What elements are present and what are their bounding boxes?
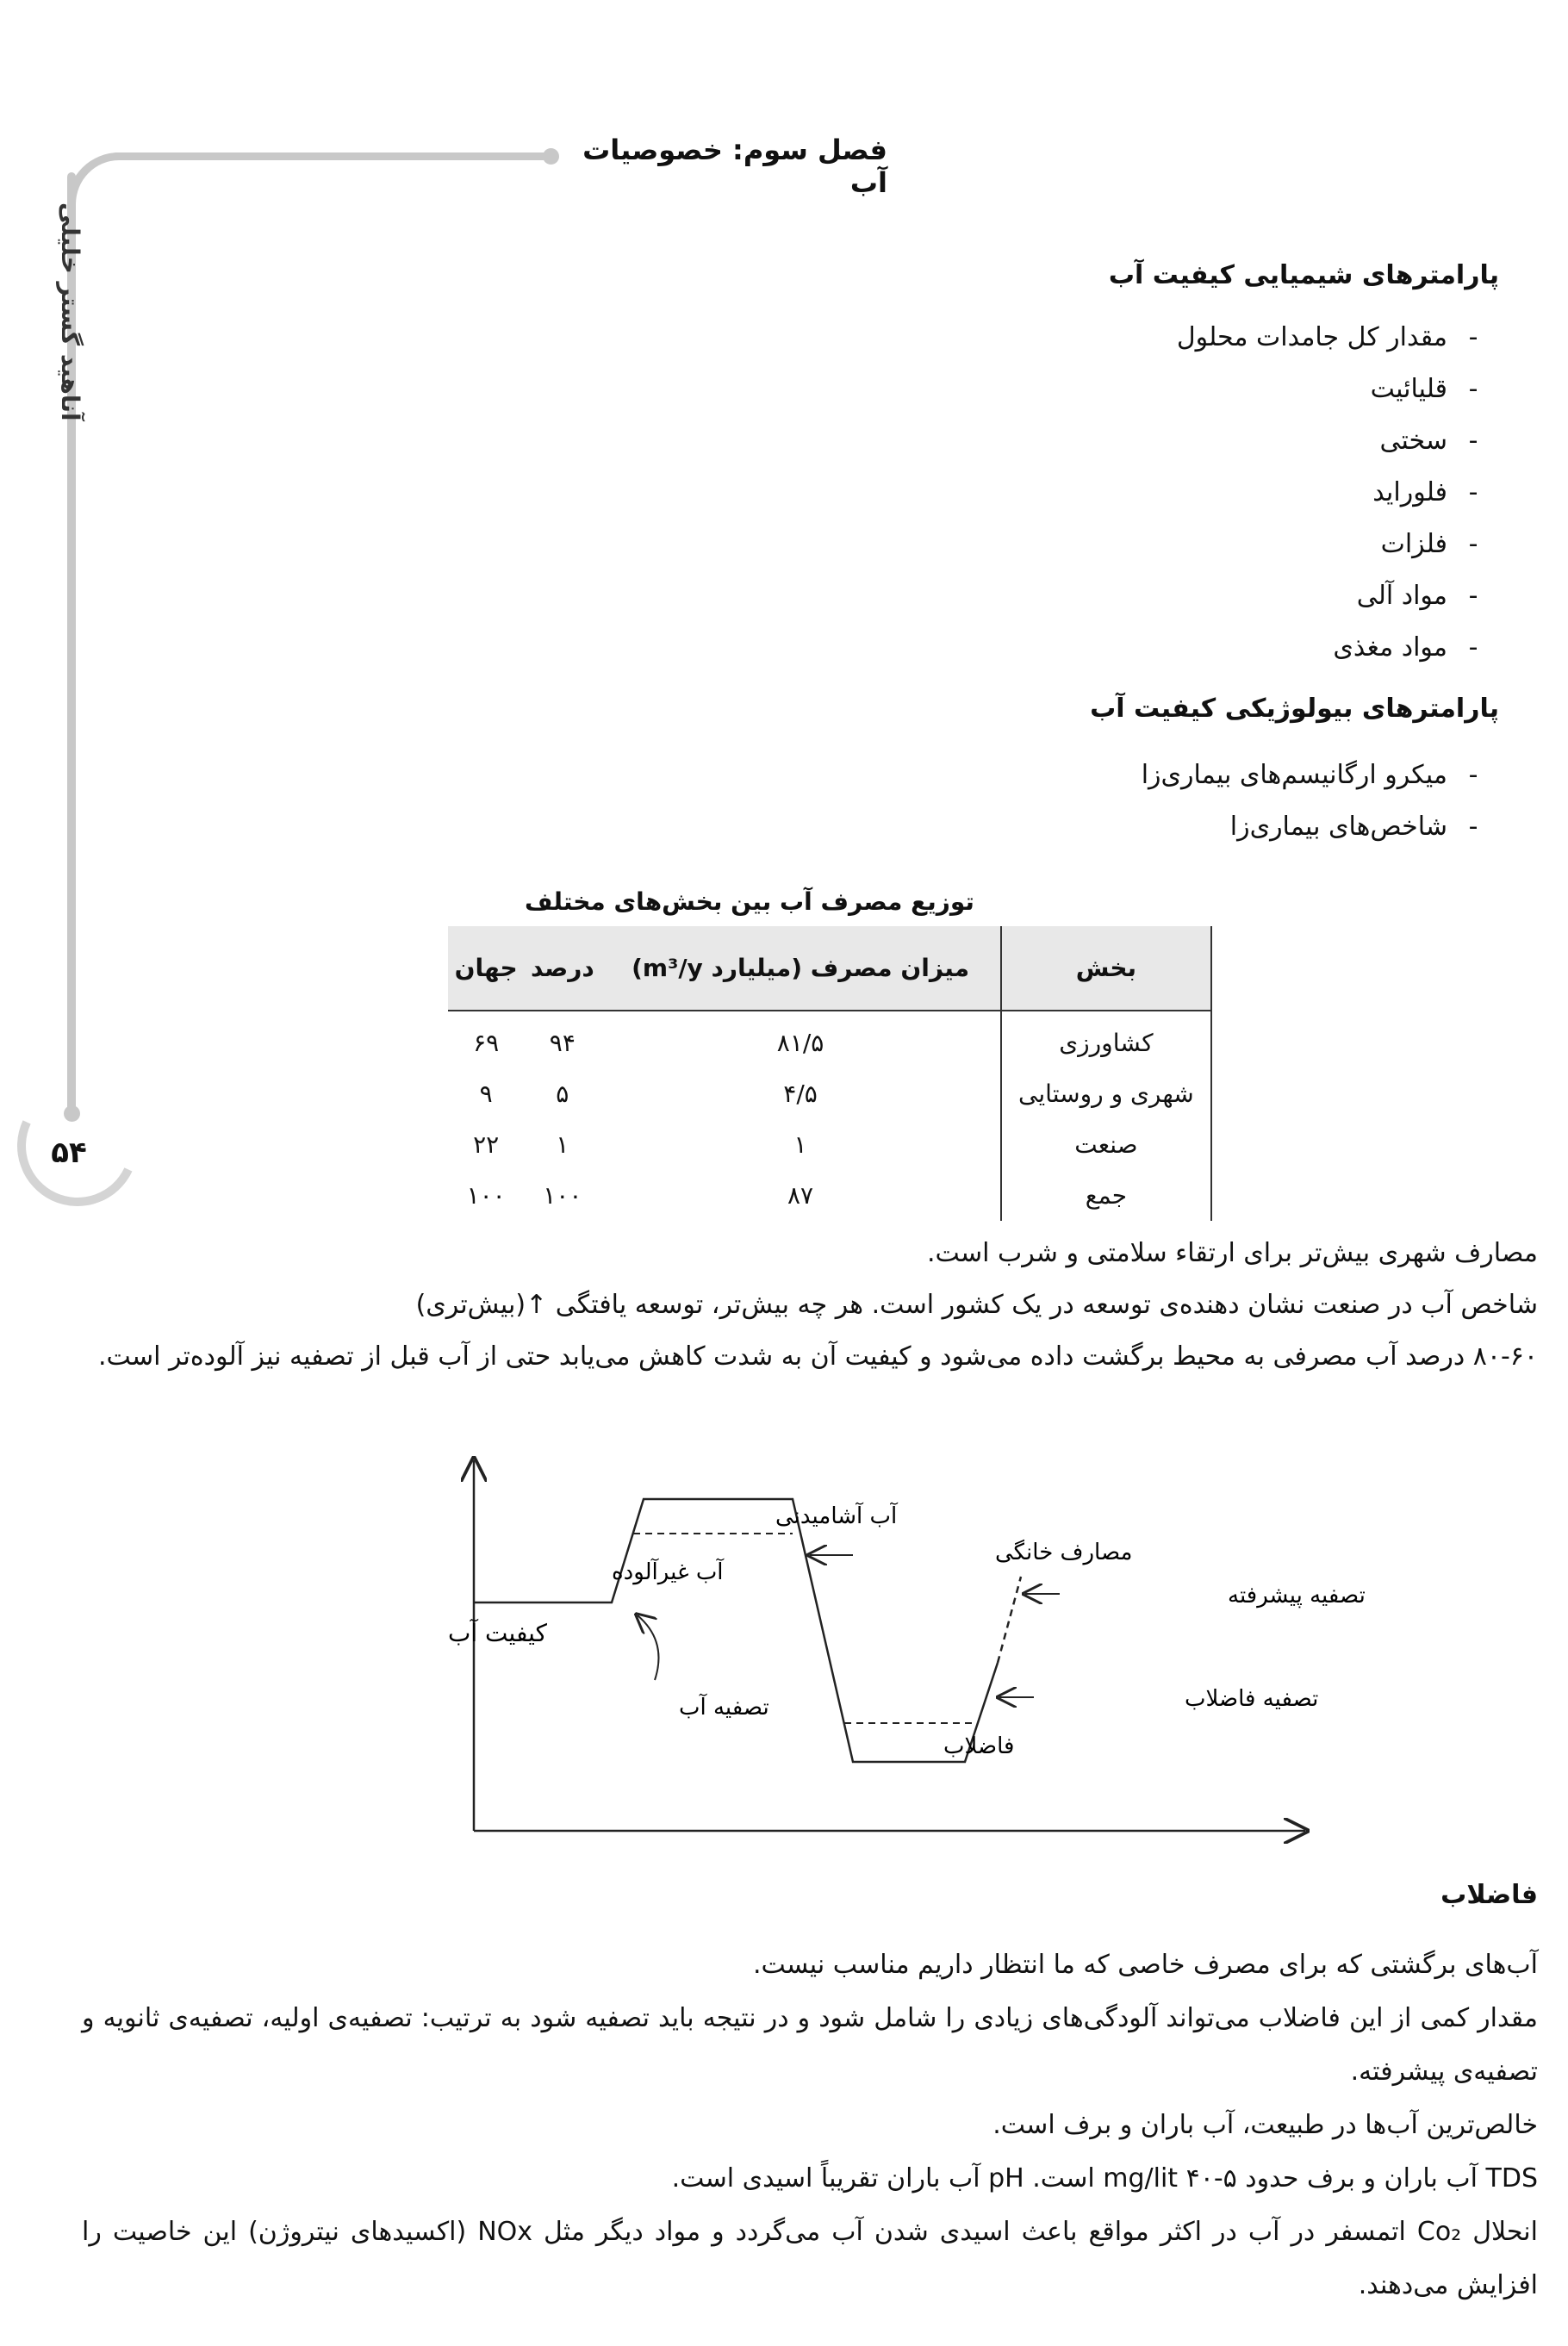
chemical-list [896, 312, 1499, 674]
section-title-wastewater: فاضلاب [1440, 1880, 1538, 1910]
label-advanced: تصفیه پیشرفته [1228, 1583, 1366, 1609]
table-caption: توزیع مصرف آب بین بخش‌های مختلف [525, 887, 974, 916]
paragraph: مقدار کمی از این فاضلاب می‌تواند آلودگی‌های زیادی را شامل شود و در نتیجه باید تصفیه شود به ترتیب: تصفیه‌ی اولیه، تصفیه‌ی ثانویه و تصفیه‌ی پیشرفته. [82, 2003, 1538, 2087]
label-ww-treatment: تصفیه فاضلاب [1185, 1686, 1319, 1712]
label-household: مصارف خانگی [995, 1540, 1133, 1565]
list-item: -مواد مغذی [1333, 632, 1478, 663]
list-item: -فلزات [1380, 529, 1478, 559]
paragraph: آب‌های برگشتی که برای مصرف خاصی که ما انتظار داریم مناسب نیست. [753, 1950, 1538, 1980]
table-header: بخش [1001, 926, 1211, 1011]
paragraph: TDS آب باران و برف حدود mg/lit ۴۰-۵ است. pH آب باران تقریباً اسیدی است. [671, 2163, 1538, 2194]
treatment-arrow [638, 1615, 659, 1680]
paragraph: مصارف شهری بیش‌تر برای ارتقاء سلامتی و شرب است. [926, 1238, 1538, 1268]
side-author [53, 202, 88, 452]
label-unpolluted: آب غیرآلوده [612, 1559, 724, 1585]
list-item: -مقدار کل جامدات محلول [1176, 322, 1478, 352]
paragraph: ۸۰-۶۰ درصد آب مصرفی به محیط برگشت داده می‌شود و کیفیت آن به شدت کاهش می‌یابد حتی از آب قبل از تصفیه نیز آلوده‌تر است. [98, 1341, 1538, 1372]
table-row: جمع ۸۷ ۱۰۰ ۱۰۰ [448, 1170, 1211, 1221]
biological-list [896, 750, 1499, 853]
frame-horizontal-line [112, 152, 547, 160]
list-item: -شاخص‌های بیماری‌زا [1229, 812, 1478, 842]
paragraph: خالص‌ترین آب‌ها در طبیعت، آب باران و برف است. [992, 2110, 1538, 2140]
section-title-chemical: پارامترهای شیمیایی کیفیت آب [1108, 260, 1499, 290]
label-wastewater: فاضلاب [943, 1733, 1015, 1759]
table-header: میزان مصرف (میلیارد m³/y) [600, 926, 1000, 1011]
table-row: شهری و روستایی ۴/۵ ۵ ۹ [448, 1068, 1211, 1119]
label-treatment: تصفیه آب [679, 1695, 769, 1721]
section-title-biological: پارامترهای بیولوژیکی کیفیت آب [1090, 694, 1499, 724]
water-distribution-table [448, 926, 1212, 1221]
list-item: -مواد آلی [1356, 581, 1478, 611]
advanced-treatment-dashed [998, 1577, 1021, 1663]
list-item: -قلیائیت [1370, 374, 1478, 404]
page-number: ۵۴ [51, 1136, 87, 1170]
table-row: کشاورزی ۸۱/۵ ۹۴ ۶۹ [448, 1011, 1211, 1068]
list-item: -میکرو ارگانیسم‌های بیماری‌زا [1141, 760, 1478, 790]
paragraph: انحلال Co₂ اتمسفر در آب در اکثر مواقع باعث اسیدی شدن آب می‌گردد و مواد دیگر مثل NOx (اکسیدهای نیتروژن) این خاصیت را افزایش می‌دهند. [82, 2217, 1538, 2300]
frame-dot [543, 148, 559, 165]
list-item: -سختی [1379, 426, 1478, 456]
list-item: -فلوراید [1372, 477, 1478, 507]
paragraph: شاخص آب در صنعت نشان دهنده‌ی توسعه در یک کشور است. هر چه بیش‌تر، توسعه یافتگی ↑(بیش‌تری) [415, 1290, 1538, 1320]
table-row: صنعت ۱ ۱ ۲۲ [448, 1119, 1211, 1170]
y-axis-label: کیفیت آب [448, 1619, 547, 1647]
label-drinking: آب آشامیدنی [775, 1503, 898, 1529]
side-author-text: آناهید گستر خلیلی [56, 202, 84, 421]
water-quality-diagram [336, 1447, 1366, 1852]
chapter-title: فصل سوم: خصوصیات آب [582, 134, 887, 199]
table-header: جهان [448, 926, 524, 1011]
table-header: درصد [524, 926, 600, 1011]
